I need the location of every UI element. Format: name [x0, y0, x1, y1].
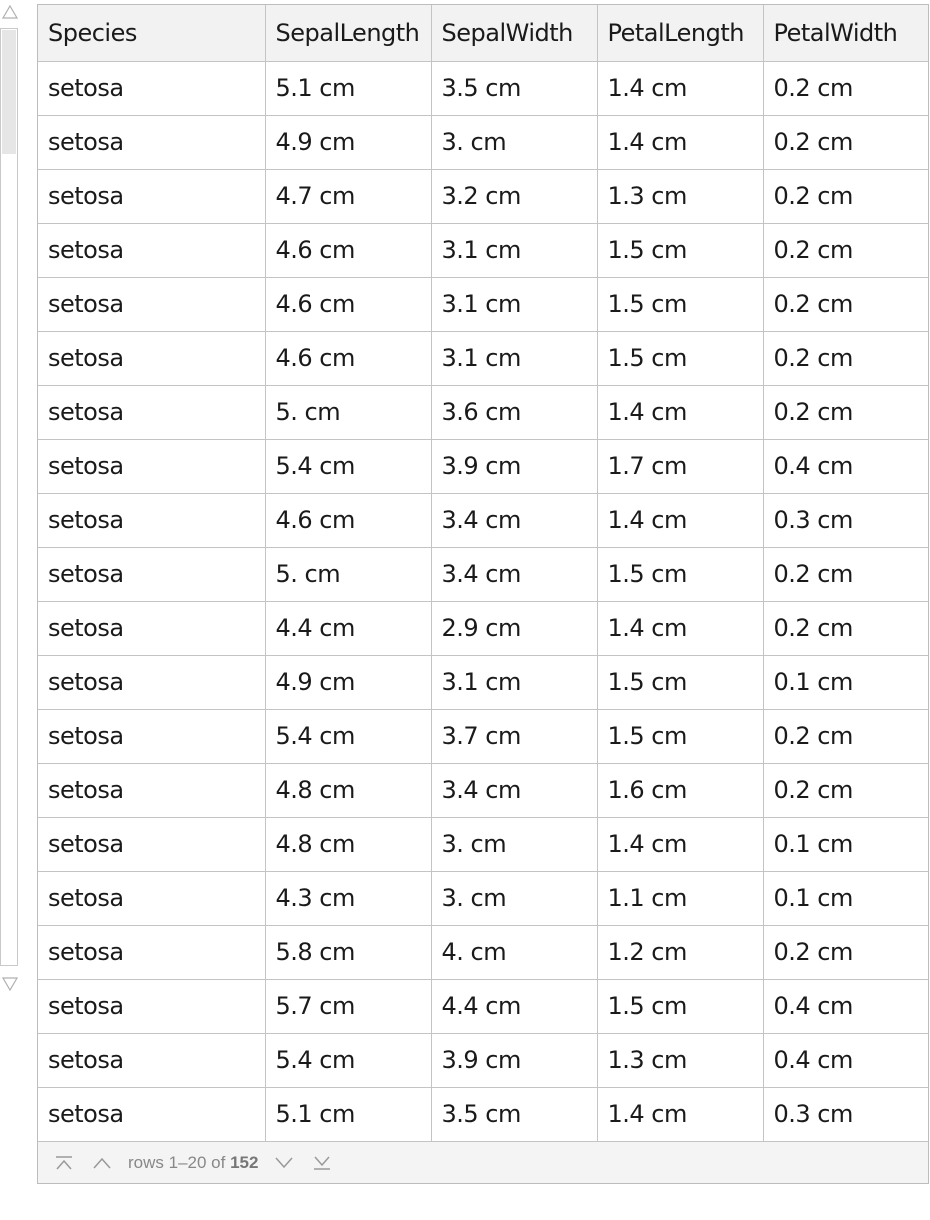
- cell-sepal-length[interactable]: 4.4 cm: [265, 601, 431, 655]
- cell-species[interactable]: setosa: [38, 169, 265, 223]
- cell-species[interactable]: setosa: [38, 817, 265, 871]
- dataset-table-view: [37, 4, 929, 1184]
- cell-petal-length[interactable]: 1.5 cm: [597, 979, 763, 1033]
- table-row: [38, 547, 928, 601]
- cell-species[interactable]: setosa: [38, 709, 265, 763]
- data-table: [38, 5, 928, 1142]
- cell-sepal-length[interactable]: 4.6 cm: [265, 223, 431, 277]
- triangle-up-icon[interactable]: [2, 4, 18, 20]
- cell-species[interactable]: setosa: [38, 277, 265, 331]
- cell-petal-width[interactable]: 0.2 cm: [763, 223, 928, 277]
- cell-sepal-length[interactable]: 4.7 cm: [265, 169, 431, 223]
- cell-sepal-width[interactable]: 3.9 cm: [431, 1033, 597, 1087]
- vertical-scrollbar[interactable]: [0, 0, 20, 1000]
- cell-petal-length[interactable]: 1.4 cm: [597, 817, 763, 871]
- cell-petal-width[interactable]: 0.3 cm: [763, 493, 928, 547]
- cell-sepal-length[interactable]: 5.4 cm: [265, 1033, 431, 1087]
- cell-species[interactable]: setosa: [38, 979, 265, 1033]
- column-header-sepal-width[interactable]: SepalWidth: [431, 5, 597, 61]
- cell-species[interactable]: setosa: [38, 493, 265, 547]
- cell-sepal-width[interactable]: 3. cm: [431, 115, 597, 169]
- cell-sepal-width[interactable]: 3.5 cm: [431, 1087, 597, 1141]
- cell-sepal-width[interactable]: 3. cm: [431, 871, 597, 925]
- cell-species[interactable]: setosa: [38, 871, 265, 925]
- cell-sepal-width[interactable]: 4.4 cm: [431, 979, 597, 1033]
- table-row: [38, 331, 928, 385]
- cell-petal-width[interactable]: 0.4 cm: [763, 439, 928, 493]
- cell-petal-width[interactable]: 0.2 cm: [763, 61, 928, 115]
- cell-petal-width[interactable]: 0.2 cm: [763, 601, 928, 655]
- cell-petal-length[interactable]: 1.4 cm: [597, 115, 763, 169]
- column-header-sepal-length[interactable]: SepalLength: [265, 5, 431, 61]
- cell-petal-width[interactable]: 0.1 cm: [763, 817, 928, 871]
- table-row: [38, 709, 928, 763]
- cell-petal-width[interactable]: 0.2 cm: [763, 547, 928, 601]
- pager-status: [128, 1153, 258, 1173]
- table-row: [38, 61, 928, 115]
- cell-petal-width[interactable]: 0.2 cm: [763, 709, 928, 763]
- cell-petal-width[interactable]: 0.4 cm: [763, 1033, 928, 1087]
- cell-petal-width[interactable]: 0.2 cm: [763, 115, 928, 169]
- cell-sepal-length[interactable]: 5.1 cm: [265, 61, 431, 115]
- table-row: [38, 655, 928, 709]
- table-row: [38, 115, 928, 169]
- cell-sepal-length[interactable]: 4.9 cm: [265, 115, 431, 169]
- cell-sepal-length[interactable]: 5.4 cm: [265, 439, 431, 493]
- cell-species[interactable]: setosa: [38, 763, 265, 817]
- pager-status-prefix: rows 1–20 of: [128, 1152, 231, 1172]
- table-row: [38, 277, 928, 331]
- cell-sepal-width[interactable]: 3. cm: [431, 817, 597, 871]
- cell-petal-length[interactable]: 1.3 cm: [597, 1033, 763, 1087]
- cell-sepal-width[interactable]: 3.1 cm: [431, 277, 597, 331]
- cell-sepal-length[interactable]: 5.7 cm: [265, 979, 431, 1033]
- cell-petal-length[interactable]: 1.5 cm: [597, 223, 763, 277]
- cell-petal-length[interactable]: 1.4 cm: [597, 493, 763, 547]
- cell-species[interactable]: setosa: [38, 331, 265, 385]
- cell-species[interactable]: setosa: [38, 115, 265, 169]
- table-row: [38, 979, 928, 1033]
- cell-sepal-length[interactable]: 4.8 cm: [265, 817, 431, 871]
- cell-sepal-width[interactable]: 3.2 cm: [431, 169, 597, 223]
- table-row: [38, 1087, 928, 1141]
- cell-species[interactable]: setosa: [38, 1033, 265, 1087]
- cell-sepal-width[interactable]: 3.1 cm: [431, 331, 597, 385]
- first-page-icon[interactable]: [52, 1151, 76, 1175]
- cell-sepal-width[interactable]: 4. cm: [431, 925, 597, 979]
- column-header-petal-width[interactable]: PetalWidth: [763, 5, 928, 61]
- cell-petal-width[interactable]: 0.2 cm: [763, 385, 928, 439]
- cell-species[interactable]: setosa: [38, 385, 265, 439]
- table-row: [38, 871, 928, 925]
- cell-petal-length[interactable]: 1.5 cm: [597, 655, 763, 709]
- cell-petal-length[interactable]: 1.4 cm: [597, 601, 763, 655]
- cell-sepal-width[interactable]: 3.7 cm: [431, 709, 597, 763]
- table-row: [38, 169, 928, 223]
- table-row: [38, 925, 928, 979]
- cell-petal-length[interactable]: 1.7 cm: [597, 439, 763, 493]
- cell-sepal-length[interactable]: 4.6 cm: [265, 493, 431, 547]
- cell-sepal-width[interactable]: 3.4 cm: [431, 493, 597, 547]
- cell-sepal-length[interactable]: 4.8 cm: [265, 763, 431, 817]
- cell-petal-length[interactable]: 1.5 cm: [597, 331, 763, 385]
- table-row: [38, 439, 928, 493]
- cell-species[interactable]: setosa: [38, 61, 265, 115]
- cell-petal-length[interactable]: 1.1 cm: [597, 871, 763, 925]
- cell-sepal-length[interactable]: 4.6 cm: [265, 277, 431, 331]
- column-header-petal-length[interactable]: PetalLength: [597, 5, 763, 61]
- cell-petal-length[interactable]: 1.4 cm: [597, 61, 763, 115]
- cell-species[interactable]: setosa: [38, 1087, 265, 1141]
- cell-petal-length[interactable]: 1.5 cm: [597, 547, 763, 601]
- cell-petal-length[interactable]: 1.5 cm: [597, 709, 763, 763]
- cell-petal-length[interactable]: 1.5 cm: [597, 277, 763, 331]
- table-row: [38, 385, 928, 439]
- cell-species[interactable]: setosa: [38, 439, 265, 493]
- cell-sepal-length[interactable]: 5.8 cm: [265, 925, 431, 979]
- cell-petal-length[interactable]: 1.3 cm: [597, 169, 763, 223]
- table-row: [38, 763, 928, 817]
- cell-sepal-length[interactable]: 5. cm: [265, 385, 431, 439]
- cell-sepal-width[interactable]: 3.9 cm: [431, 439, 597, 493]
- cell-species[interactable]: setosa: [38, 925, 265, 979]
- table-row: [38, 601, 928, 655]
- scrollbar-thumb[interactable]: [2, 30, 16, 154]
- cell-petal-width[interactable]: 0.1 cm: [763, 655, 928, 709]
- table-row: [38, 817, 928, 871]
- pager-total-count: 152: [230, 1152, 259, 1172]
- cell-petal-length[interactable]: 1.6 cm: [597, 763, 763, 817]
- cell-species[interactable]: setosa: [38, 223, 265, 277]
- cell-petal-width[interactable]: 0.2 cm: [763, 925, 928, 979]
- cell-sepal-length[interactable]: 4.3 cm: [265, 871, 431, 925]
- cell-sepal-length[interactable]: 5.4 cm: [265, 709, 431, 763]
- previous-page-icon[interactable]: [90, 1151, 114, 1175]
- cell-sepal-width[interactable]: 3.1 cm: [431, 655, 597, 709]
- cell-petal-width[interactable]: 0.2 cm: [763, 169, 928, 223]
- cell-species[interactable]: setosa: [38, 601, 265, 655]
- table-row: [38, 1033, 928, 1087]
- cell-sepal-width[interactable]: 3.4 cm: [431, 763, 597, 817]
- triangle-down-icon[interactable]: [2, 976, 18, 992]
- cell-sepal-width[interactable]: 3.6 cm: [431, 385, 597, 439]
- cell-species[interactable]: setosa: [38, 547, 265, 601]
- cell-sepal-length[interactable]: 5.1 cm: [265, 1087, 431, 1141]
- cell-petal-width[interactable]: 0.2 cm: [763, 277, 928, 331]
- table-row: [38, 223, 928, 277]
- cell-sepal-length[interactable]: 4.9 cm: [265, 655, 431, 709]
- pager-bar: [38, 1141, 928, 1183]
- cell-petal-width[interactable]: 0.4 cm: [763, 979, 928, 1033]
- scrollbar-track[interactable]: [0, 28, 18, 966]
- cell-petal-width[interactable]: 0.3 cm: [763, 1087, 928, 1141]
- next-page-icon[interactable]: [272, 1151, 296, 1175]
- cell-petal-length[interactable]: 1.4 cm: [597, 385, 763, 439]
- cell-petal-width[interactable]: 0.2 cm: [763, 763, 928, 817]
- table-row: [38, 493, 928, 547]
- cell-sepal-width[interactable]: 2.9 cm: [431, 601, 597, 655]
- cell-sepal-length[interactable]: 5. cm: [265, 547, 431, 601]
- cell-petal-width[interactable]: 0.1 cm: [763, 871, 928, 925]
- cell-petal-length[interactable]: 1.2 cm: [597, 925, 763, 979]
- cell-sepal-length[interactable]: 4.6 cm: [265, 331, 431, 385]
- last-page-icon[interactable]: [310, 1151, 334, 1175]
- cell-species[interactable]: setosa: [38, 655, 265, 709]
- cell-petal-length[interactable]: 1.4 cm: [597, 1087, 763, 1141]
- cell-sepal-width[interactable]: 3.1 cm: [431, 223, 597, 277]
- cell-petal-width[interactable]: 0.2 cm: [763, 331, 928, 385]
- cell-sepal-width[interactable]: 3.4 cm: [431, 547, 597, 601]
- column-header-species[interactable]: Species: [38, 5, 265, 61]
- cell-sepal-width[interactable]: 3.5 cm: [431, 61, 597, 115]
- header-row: [38, 5, 928, 61]
